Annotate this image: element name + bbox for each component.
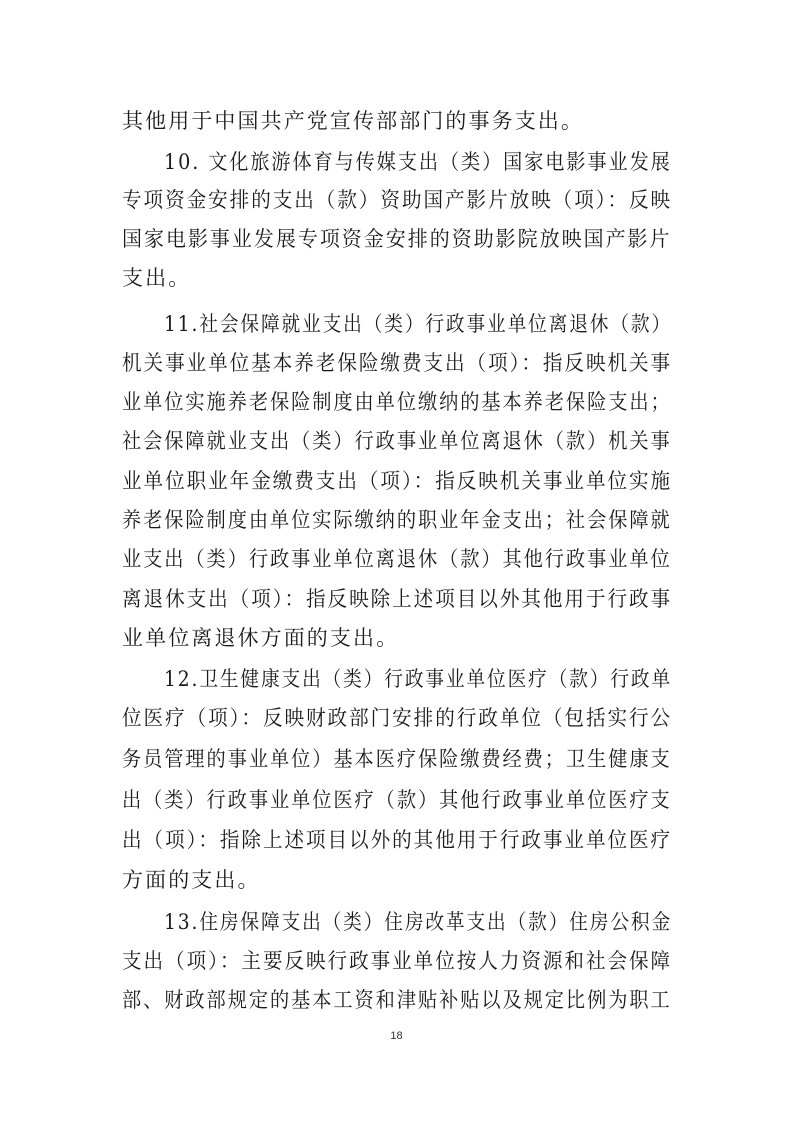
text-line: 业单位职业年金缴费支出（项）：指反映机关事业单位实施 xyxy=(122,469,673,493)
paragraph-heading-10: 10. 文化旅游体育与传媒支出（类）国家电影事业发展 xyxy=(164,150,672,174)
text-line: 出（项）：指除上述项目以外的其他用于行政事业单位医疗 xyxy=(122,828,673,852)
paragraph-heading-11: 11.社会保障就业支出（类）行政事业单位离退休（款） xyxy=(164,312,672,336)
text-line: 业支出（类）行政事业单位离退休（款）其他行政事业单位 xyxy=(122,547,672,571)
text-line: 专项资金安排的支出（款）资助国产影片放映（项）：反映 xyxy=(122,188,673,212)
paragraph-heading-12: 12.卫生健康支出（类）行政事业单位医疗（款）行政单 xyxy=(164,667,672,691)
text-line: 部、财政部规定的基本工资和津贴补贴以及规定比例为职工 xyxy=(122,988,672,1012)
text-line: 方面的支出。 xyxy=(122,868,261,892)
text-line: 务员管理的事业单位）基本医疗保险缴费经费；卫生健康支 xyxy=(122,747,672,771)
text-line: 社会保障就业支出（类）行政事业单位离退休（款）机关事 xyxy=(122,429,672,453)
text-line: 国家电影事业发展专项资金安排的资助影院放映国产影片 xyxy=(122,227,672,251)
text-line: 业单位实施养老保险制度由单位缴纳的基本养老保险支出； xyxy=(122,390,672,414)
text-line: 支出。 xyxy=(122,266,192,290)
page-number: 18 xyxy=(390,1030,403,1042)
text-line: 支出（项）：主要反映行政事业单位按人力资源和社会保障 xyxy=(122,949,673,973)
text-line: 业单位离退休方面的支出。 xyxy=(122,626,400,650)
text-line: 机关事业单位基本养老保险缴费支出（项）：指反映机关事 xyxy=(122,351,673,375)
text-line: 养老保险制度由单位实际缴纳的职业年金支出；社会保障就 xyxy=(122,508,672,532)
text-line: 位医疗（项）：反映财政部门安排的行政单位（包括实行公 xyxy=(122,706,673,730)
text-line: 离退休支出（项）：指反映除上述项目以外其他用于行政事 xyxy=(122,587,673,611)
paragraph-heading-13: 13.住房保障支出（类）住房改革支出（款）住房公积金 xyxy=(164,910,672,934)
text-line: 出（类）行政事业单位医疗（款）其他行政事业单位医疗支 xyxy=(122,788,672,812)
text-line: 其他用于中国共产党宣传部部门的事务支出。 xyxy=(122,109,584,133)
